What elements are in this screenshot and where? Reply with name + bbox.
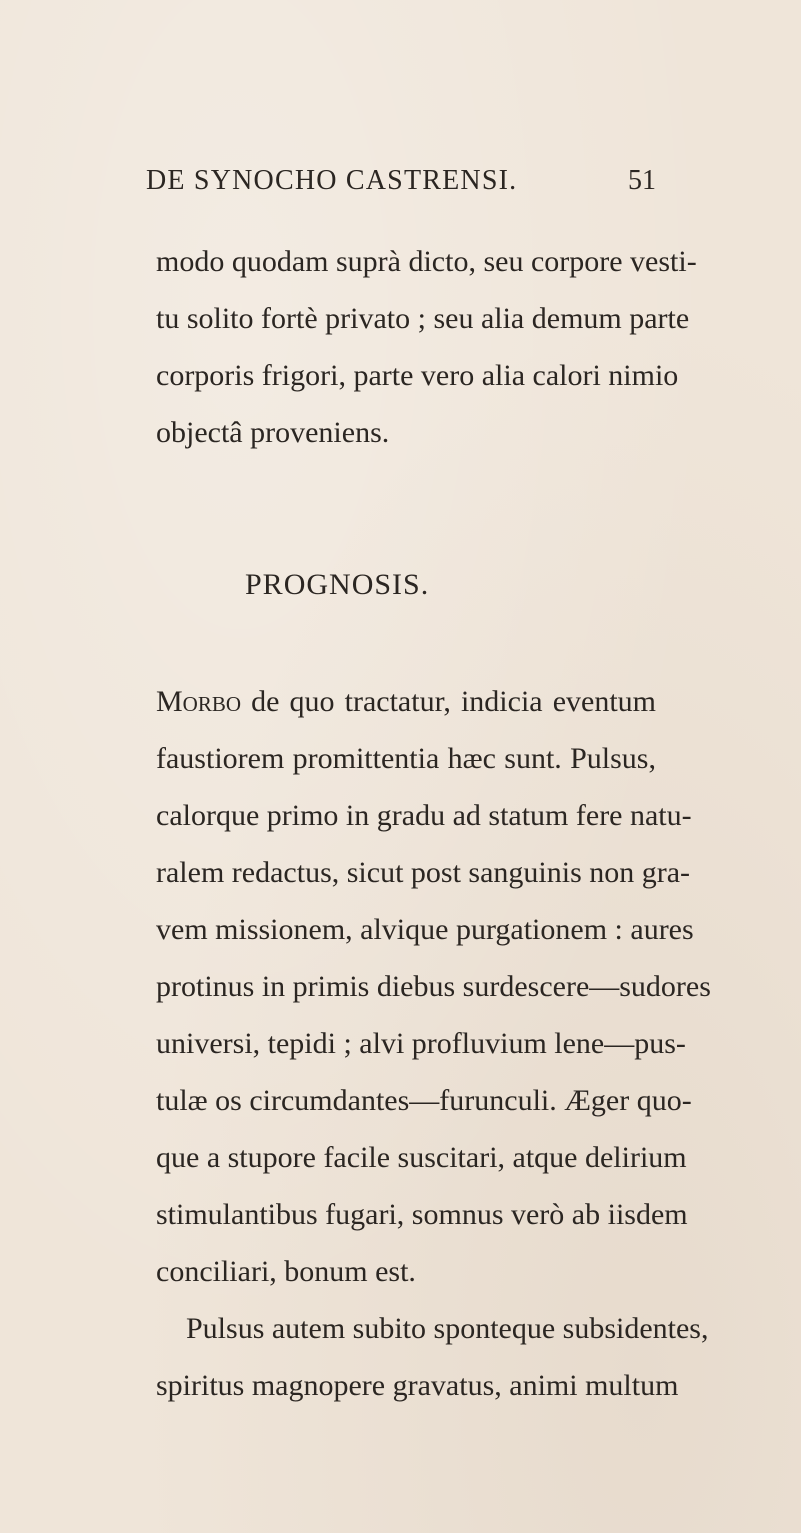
page-header [146, 165, 656, 205]
text-line: modo quodam suprà dicto, seu corpore vesti- [156, 245, 697, 278]
text-line: calorque primo in gradu ad statum fere natu- [156, 799, 692, 832]
text-line: objectâ proveniens. [156, 416, 390, 449]
section-heading: PROGNOSIS. [245, 568, 430, 601]
text-line: Pulsus autem subito sponteque subsidentes, [186, 1312, 709, 1345]
initial-word: Morbo [156, 685, 242, 718]
text-line: universi, tepidi ; alvi profluvium lene—pus- [156, 1027, 686, 1060]
text-line: que a stupore facile suscitari, atque delirium [156, 1141, 687, 1174]
text-line-rest: de quo tractatur, indicia eventum [241, 685, 656, 718]
text-line: vem missionem, alvique purgationem : aures [156, 913, 694, 946]
text-line: ralem redactus, sicut post sanguinis non gra- [156, 856, 691, 889]
text-line: stimulantibus fugari, somnus verò ab iisdem [156, 1198, 688, 1231]
text-line: faustiorem promittentia hæc sunt. Pulsus, [156, 742, 656, 775]
text-line: tu solito fortè privato ; seu alia demum parte [156, 302, 690, 335]
running-head: DE SYNOCHO CASTRENSI. [146, 165, 518, 196]
page-number: 51 [628, 165, 656, 196]
text-line [156, 680, 656, 724]
text-line: corporis frigori, parte vero alia calori nimio [156, 359, 679, 392]
text-line: tulæ os circumdantes—furunculi. Æger quo- [156, 1084, 692, 1117]
text-line: protinus in primis diebus surdescere—sudores [156, 970, 711, 1003]
text-line: spiritus magnopere gravatus, animi multum [156, 1369, 679, 1402]
text-line: conciliari, bonum est. [156, 1255, 416, 1288]
